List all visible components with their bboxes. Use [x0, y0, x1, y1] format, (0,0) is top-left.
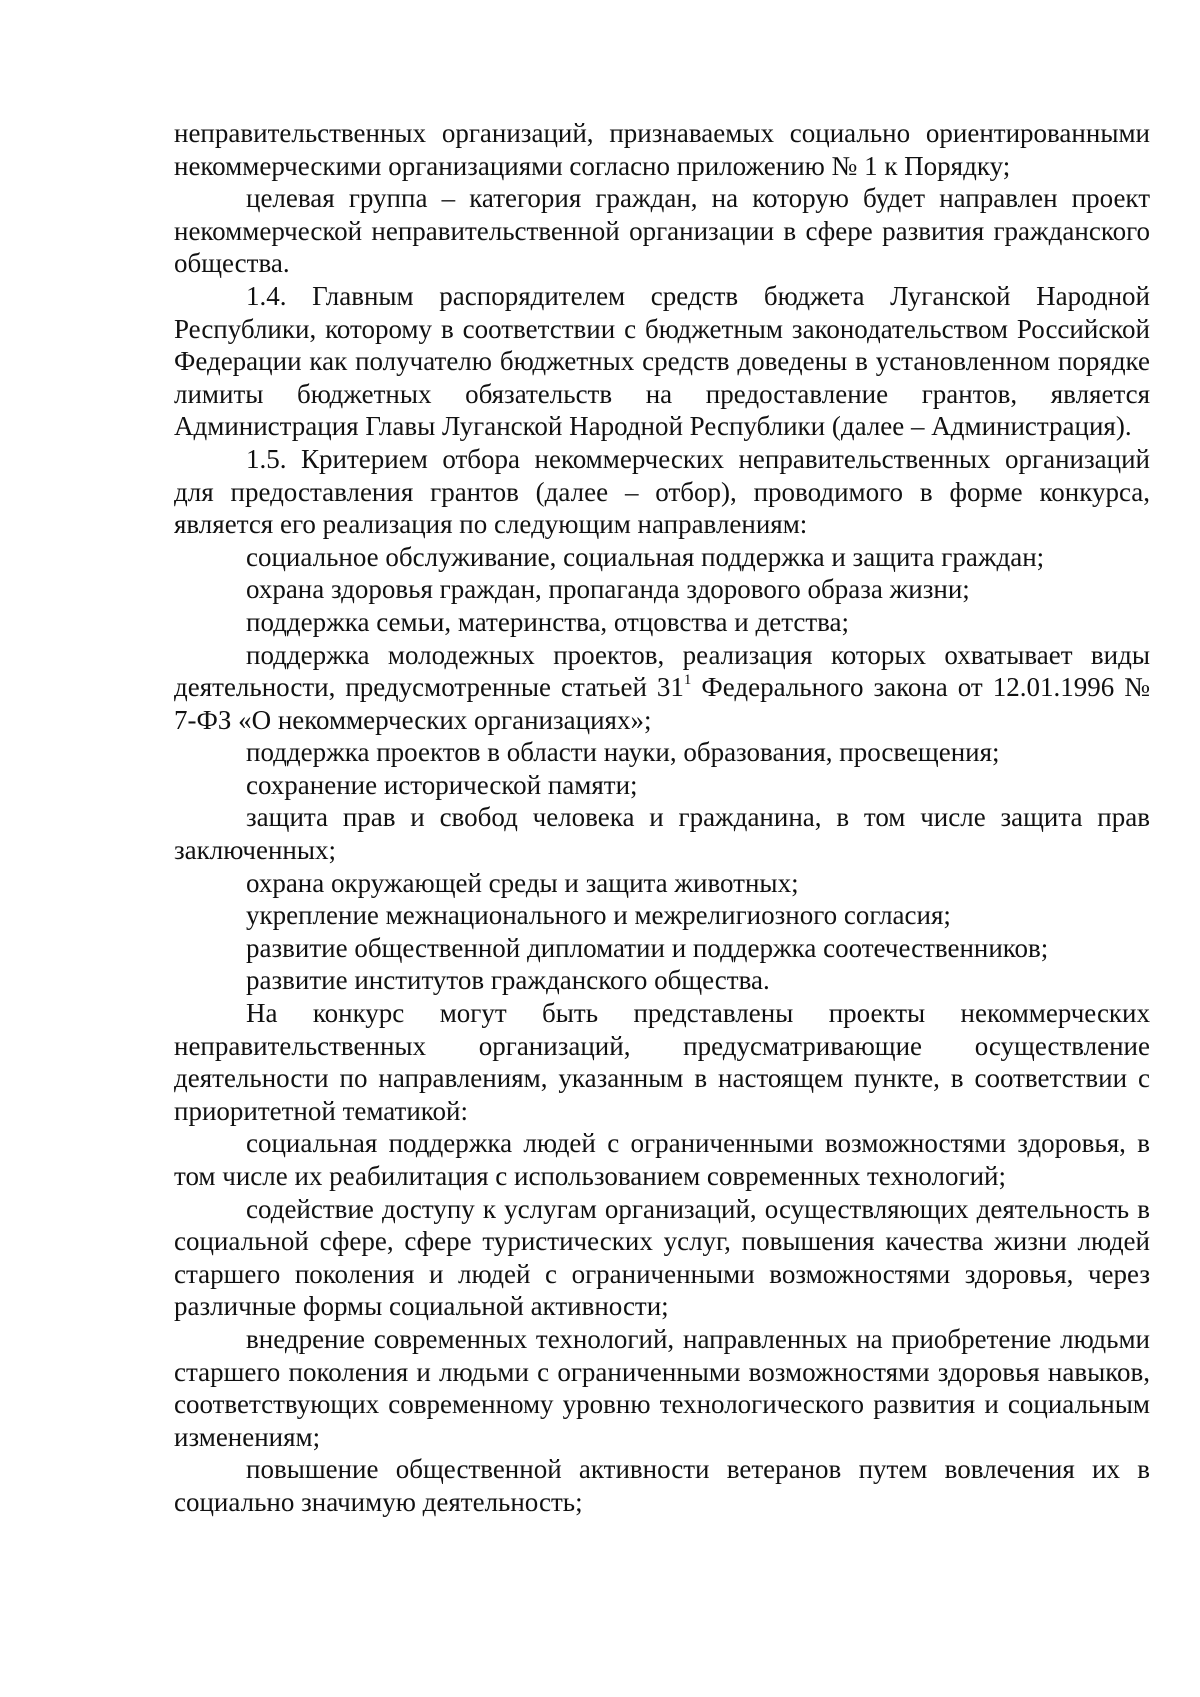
list-item-memory: сохранение исторической памяти;	[246, 769, 638, 800]
paragraph-1-4: 1.4. Главным распорядителем средств бюджета Луганской Народной Республики, которому в соответствии с бюджетным законодательством Российской Федерации как получателю бюджетных средств доведены в установленном порядке лимиты бюджетных обязательств на предоставление грантов, является Администрация Главы Луганской Народной Республики (далее – Администрация).	[174, 280, 1150, 442]
list-item-services-access: содействие доступу к услугам организаций, осуществляющих деятельность в социальной сфере, сфере туристических услуг, повышения качества жизни людей старшего поколения и людей с ограниченными возможностями здоровья, через различные формы социальной активности;	[174, 1193, 1150, 1322]
list-item-technologies: внедрение современных технологий, направленных на приобретение людьми старшего поколения и людьми с ограниченными возможностями здоровья навыков, соответствующих современному уровню технологического развития и социальным изменениям;	[174, 1323, 1150, 1452]
list-item-social-service: социальное обслуживание, социальная поддержка и защита граждан;	[246, 541, 1045, 572]
paragraph-target-group: целевая группа – категория граждан, на которую будет направлен проект некоммерческой неправительственной организации в сфере развития гражданского общества.	[174, 183, 1150, 279]
youth-text-before: поддержка молодежных проектов, реализация которых охватывает виды деятельности, предусмотренные статьей 31	[174, 639, 1150, 703]
list-item-science: поддержка проектов в области науки, образования, просвещения;	[246, 737, 1000, 768]
list-item-disabled-support: социальная поддержка людей с ограниченными возможностями здоровья, в том числе их реабилитация с использованием современных технологий;	[174, 1128, 1150, 1191]
document-page	[174, 117, 1150, 1519]
youth-text-after: Федерального закона от 12.01.1996 № 7-ФЗ «О некоммерческих организациях»;	[174, 672, 1150, 735]
list-item-diplomacy: развитие общественной дипломатии и поддержка соотечественников;	[246, 932, 1049, 963]
article-superscript: 1	[683, 672, 692, 689]
list-item-veterans: повышение общественной активности ветеранов путем вовлечения их в социально значимую деятельность;	[174, 1454, 1150, 1517]
list-item-environment: охрана окружающей среды и защита животных;	[246, 867, 799, 898]
list-item-interethnic: укрепление межнационального и межрелигиозного согласия;	[246, 900, 951, 931]
paragraph-contest-projects: На конкурс могут быть представлены проекты некоммерческих неправительственных организаций, предусматривающие осуществление деятельности по направлениям, указанным в настоящем пункте, в соответствии с приоритетной тематикой:	[174, 998, 1150, 1126]
list-item-family: поддержка семьи, материнства, отцовства и детства;	[246, 606, 850, 637]
paragraph-1-5: 1.5. Критерием отбора некоммерческих неправительственных организаций для предоставления грантов (далее – отбор), проводимого в форме конкурса, является его реализация по следующим направлениям:	[174, 443, 1150, 540]
list-item-rights: защита прав и свобод человека и гражданина, в том числе защита прав заключенных;	[174, 802, 1150, 866]
list-item-civil-society: развитие институтов гражданского общества.	[246, 965, 770, 996]
paragraph-definition-nko: неправительственных организаций, признаваемых социально ориентированными некоммерческими организациями согласно приложению № 1 к Порядку;	[174, 118, 1150, 181]
list-item-youth	[174, 639, 1150, 737]
list-item-health: охрана здоровья граждан, пропаганда здорового образа жизни;	[246, 574, 970, 605]
